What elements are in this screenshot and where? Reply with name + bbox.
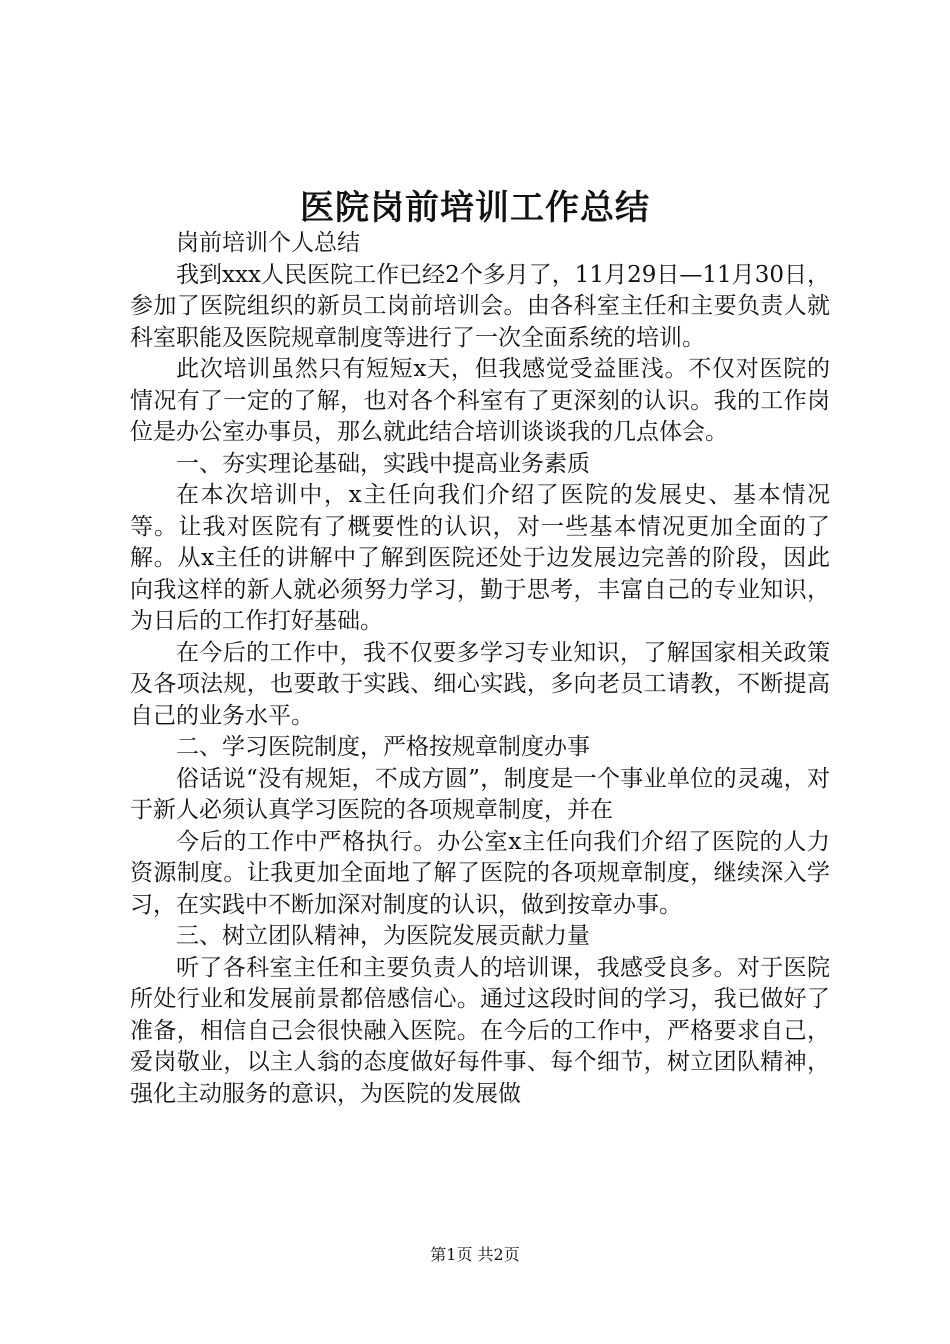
section-heading-3: 三、树立团队精神，为医院发展贡献力量 xyxy=(176,923,590,949)
document-title: 医院岗前培训工作总结 xyxy=(300,188,650,228)
body-paragraph: 听了各科室主任和主要负责人的培训课，我感受良多。对于医院所处行业和发展前景都倍感信心。通过这段时间的学习，我已做好了准备，相信自己会很快融入医院。在今后的工作中，严格要求自己，爱岗敬业，以主人翁的态度做好每件事、每个细节，树立团队精神，强化主动服务的意识，为医院的发展做 xyxy=(130,954,830,1107)
body-paragraph: 俗话说“没有规矩，不成方圆”，制度是一个事业单位的灵魂，对于新人必须认真学习医院的各项规章制度，并在 xyxy=(130,765,830,823)
intro-paragraph: 我到xxx人民医院工作已经2个多月了，11月29日—11月30日，参加了医院组织的新员工岗前培训会。由各科室主任和主要负责人就科室职能及医院规章制度等进行了一次全面系统的培训。 xyxy=(130,261,830,351)
section-heading-1: 一、夯实理论基础，实践中提高业务素质 xyxy=(176,450,590,477)
body-paragraph: 在本次培训中，x主任向我们介绍了医院的发展史、基本情况等。让我对医院有了概要性的认识，对一些基本情况更加全面的了解。从x主任的讲解中了解到医院还处于边发展边完善的阶段，因此向我这样的新人就必须努力学习，勤于思考，丰富自己的专业知识，为日后的工作打好基础。 xyxy=(130,482,830,634)
body-paragraph: 此次培训虽然只有短短x天，但我感觉受益匪浅。不仅对医院的情况有了一定的了解，也对各个科室有了更深刻的认识。我的工作岗位是办公室办事员，那么就此结合培训谈谈我的几点体会。 xyxy=(130,356,830,445)
body-paragraph: 在今后的工作中，我不仅要多学习专业知识，了解国家相关政策及各项法规，也要敢于实践、细心实践，多向老员工请教，不断提高自己的业务水平。 xyxy=(130,639,830,729)
page-number-footer: 第1页 共2页 xyxy=(430,1245,520,1264)
document-body xyxy=(130,228,830,1110)
subtitle-paragraph: 岗前培训个人总结 xyxy=(176,230,360,256)
section-heading-2: 二、学习医院制度，严格按规章制度办事 xyxy=(176,734,590,760)
body-paragraph: 今后的工作中严格执行。办公室x主任向我们介绍了医院的人力资源制度。让我更加全面地了解了医院的各项规章制度，继续深入学习，在实践中不断加深对制度的认识，做到按章办事。 xyxy=(130,828,830,918)
